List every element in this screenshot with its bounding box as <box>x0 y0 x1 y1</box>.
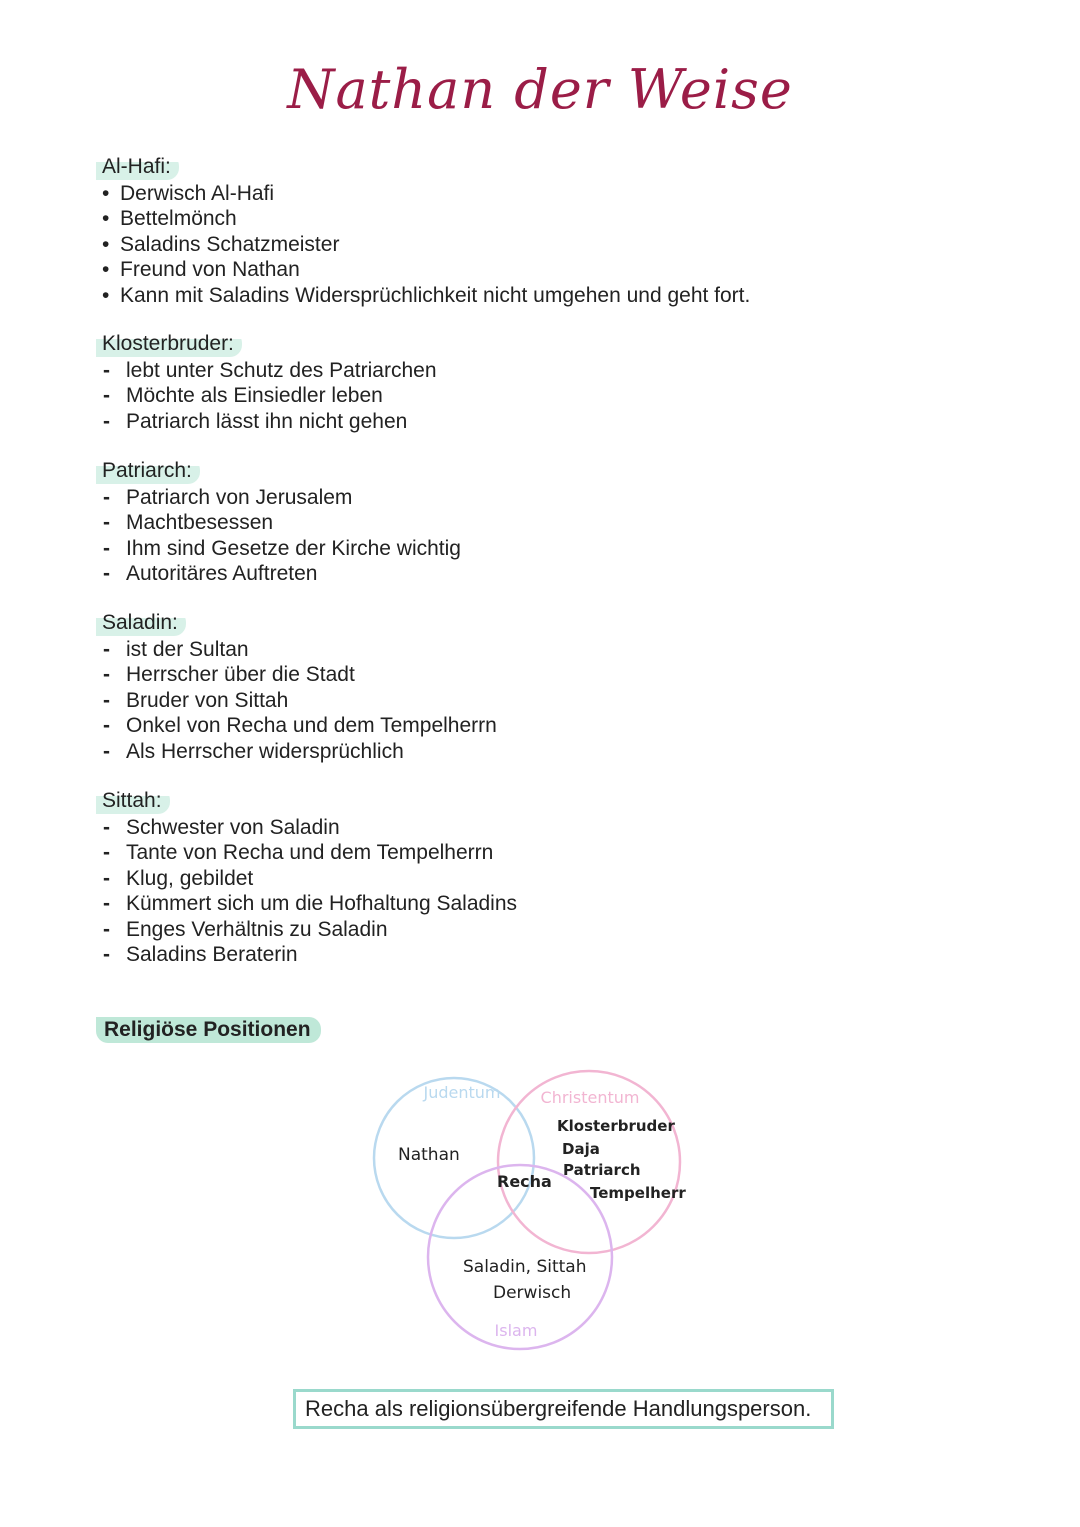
label-judentum: Judentum <box>423 1083 501 1102</box>
list-item: - Enges Verhältnis zu Saladin <box>96 917 517 943</box>
member-klosterbruder: Klosterbruder <box>557 1117 675 1135</box>
list-item: - Kümmert sich um die Hofhaltung Saladins <box>96 891 517 917</box>
summary-box: Recha als religionsübergreifende Handlungsperson. <box>293 1389 834 1429</box>
dash-list <box>96 485 461 587</box>
section-heading: Saladin: <box>96 610 186 636</box>
member-tempelherr: Tempelherr <box>590 1184 686 1202</box>
member-daja: Daja <box>562 1140 600 1158</box>
dash-list <box>96 637 497 765</box>
section-religion <box>96 1017 321 1044</box>
list-item: - lebt unter Schutz des Patriarchen <box>96 358 437 384</box>
list-item: - Ihm sind Gesetze der Kirche wichtig <box>96 536 461 562</box>
section-klosterbruder <box>96 331 437 434</box>
section-heading: Klosterbruder: <box>96 331 242 357</box>
list-item: - Saladins Beraterin <box>96 942 517 968</box>
list-item: - Schwester von Saladin <box>96 815 517 841</box>
list-item: - Patriarch lässt ihn nicht gehen <box>96 409 437 435</box>
section-heading: Al-Hafi: <box>96 154 179 180</box>
list-item: - Tante von Recha und dem Tempelherrn <box>96 840 517 866</box>
list-item: - Als Herrscher widersprüchlich <box>96 739 497 765</box>
bullet-list <box>96 181 750 309</box>
section-heading: Patriarch: <box>96 458 200 484</box>
list-item: - Autoritäres Auftreten <box>96 561 461 587</box>
list-item: • Saladins Schatzmeister <box>96 232 750 258</box>
list-item: - Herrscher über die Stadt <box>96 662 497 688</box>
label-christentum: Christentum <box>540 1088 640 1107</box>
list-item: - Onkel von Recha und dem Tempelherrn <box>96 713 497 739</box>
list-item: • Freund von Nathan <box>96 257 750 283</box>
member-patriarch: Patriarch <box>563 1161 641 1179</box>
section-sittah <box>96 788 517 968</box>
label-islam: Islam <box>494 1321 538 1340</box>
section-al-hafi <box>96 154 750 308</box>
list-item: • Bettelmönch <box>96 206 750 232</box>
dash-list <box>96 358 437 435</box>
list-item: • Kann mit Saladins Widersprüchlichkeit nicht umgehen und geht fort. <box>96 283 750 309</box>
venn-diagram <box>360 1060 700 1360</box>
list-item: - Machtbesessen <box>96 510 461 536</box>
member-saladin-sittah: Saladin, Sittah <box>463 1257 587 1277</box>
dash-list <box>96 815 517 968</box>
list-item: - Patriarch von Jerusalem <box>96 485 461 511</box>
member-nathan: Nathan <box>398 1145 460 1165</box>
member-derwisch: Derwisch <box>493 1283 572 1303</box>
list-item: - Bruder von Sittah <box>96 688 497 714</box>
section-patriarch <box>96 458 461 587</box>
section-heading: Sittah: <box>96 788 170 814</box>
list-item: - ist der Sultan <box>96 637 497 663</box>
section-saladin <box>96 610 497 764</box>
page-title: Nathan der Weise <box>287 58 793 121</box>
member-recha: Recha <box>497 1172 552 1191</box>
list-item: - Klug, gebildet <box>96 866 517 892</box>
list-item: - Möchte als Einsiedler leben <box>96 383 437 409</box>
list-item: • Derwisch Al-Hafi <box>96 181 750 207</box>
section-heading: Religiöse Positionen <box>96 1017 321 1043</box>
